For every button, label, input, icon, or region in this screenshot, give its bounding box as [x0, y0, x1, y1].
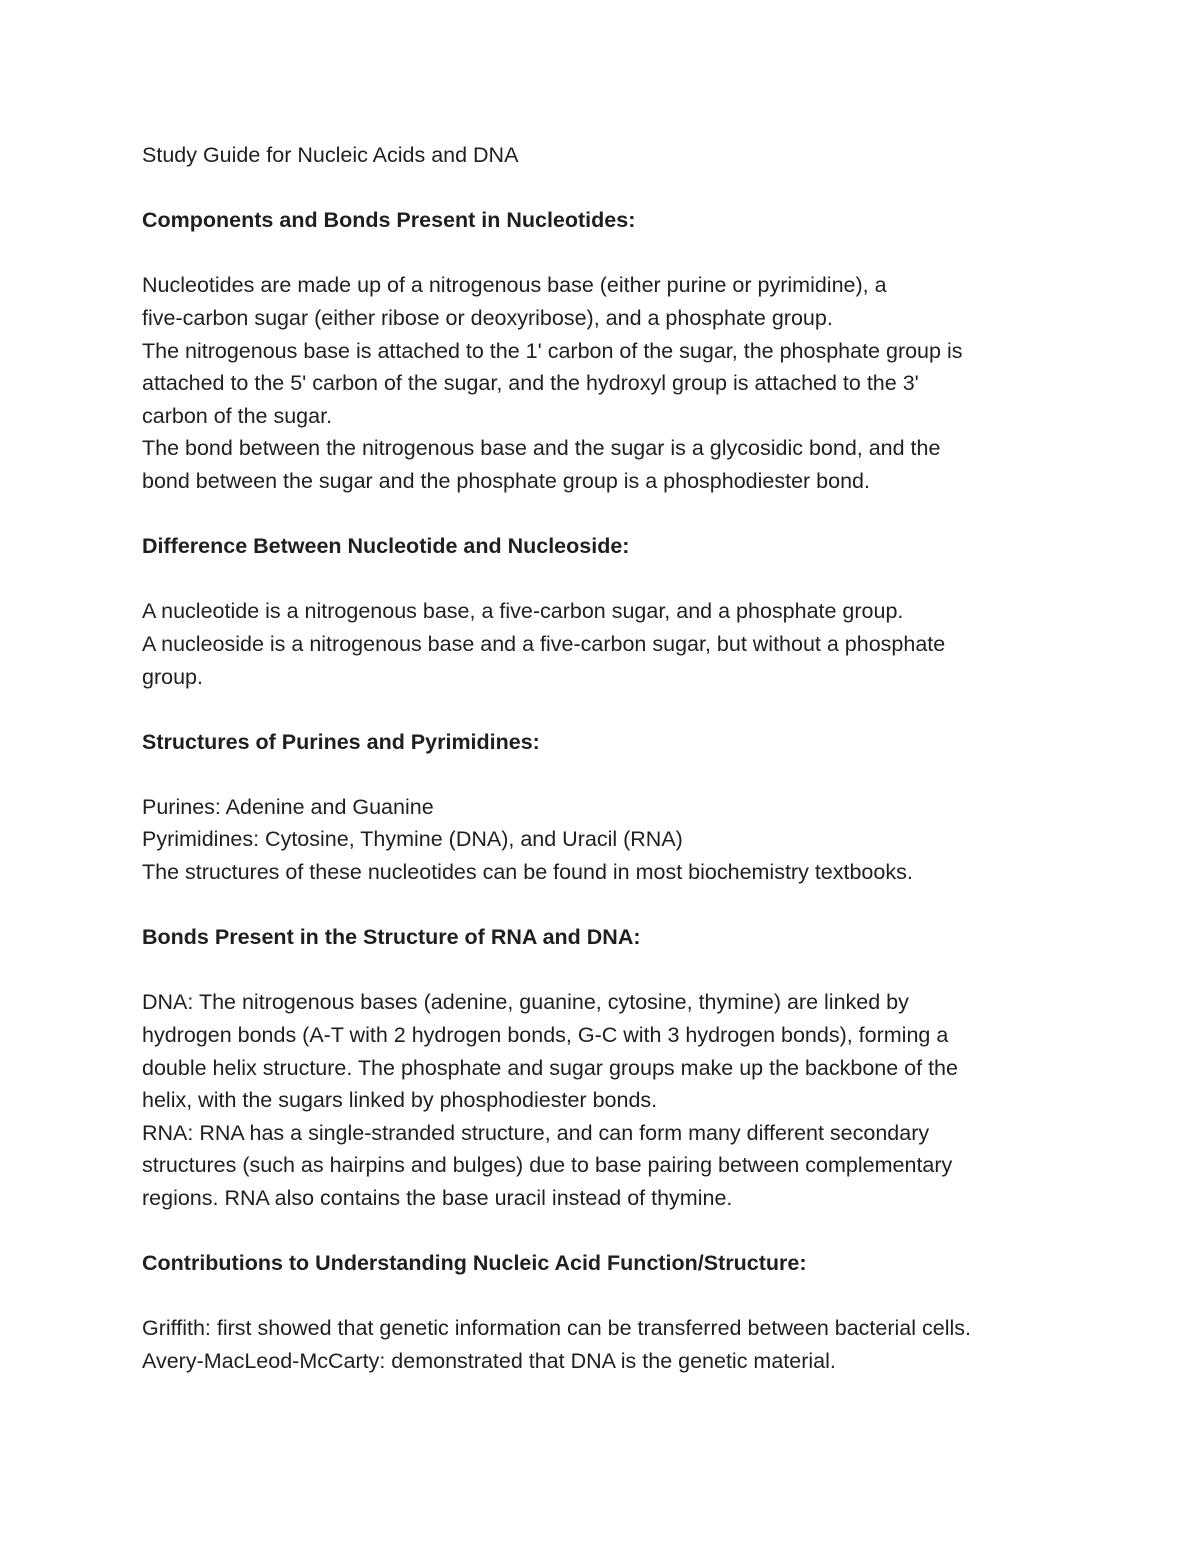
section-heading-purines-pyrimidines: Structures of Purines and Pyrimidines: [142, 729, 540, 754]
paragraph-line: regions. RNA also contains the base uracil instead of thymine. [142, 1186, 733, 1210]
spacer [142, 563, 1082, 596]
section-heading-nucleotide-vs-nucleoside: Difference Between Nucleotide and Nucleoside: [142, 534, 630, 559]
document-title: Study Guide for Nucleic Acids and DNA [142, 143, 519, 167]
paragraph-line: structures (such as hairpins and bulges) due to base pairing between complementary [142, 1153, 953, 1178]
spacer [142, 693, 1082, 726]
paragraph-line: The nitrogenous base is attached to the 1' carbon of the sugar, the phosphate group is [142, 338, 963, 363]
spacer [142, 954, 1082, 987]
paragraph-line: Purines: Adenine and Guanine [142, 794, 434, 819]
paragraph-line: five-carbon sugar (either ribose or deoxyribose), and a phosphate group. [142, 305, 833, 330]
paragraph-line: The bond between the nitrogenous base and the sugar is a glycosidic bond, and the [142, 436, 941, 461]
spacer [142, 1215, 1082, 1248]
paragraph-line: Avery-MacLeod-McCarty: demonstrated that DNA is the genetic material. [142, 1348, 836, 1373]
paragraph-line: attached to the 5' carbon of the sugar, and the hydroxyl group is attached to the 3' [142, 371, 919, 396]
spacer [142, 237, 1082, 270]
paragraph-line: RNA: RNA has a single-stranded structure, and can form many different secondary [142, 1120, 930, 1145]
spacer [142, 1280, 1082, 1313]
spacer [142, 758, 1082, 791]
paragraph-line: A nucleotide is a nitrogenous base, a five-carbon sugar, and a phosphate group. [142, 599, 904, 624]
paragraph-line: double helix structure. The phosphate and sugar groups make up the backbone of the [142, 1055, 958, 1080]
spacer [142, 498, 1082, 531]
paragraph-line: A nucleoside is a nitrogenous base and a five-carbon sugar, but without a phosphate [142, 631, 946, 656]
paragraph-line: bond between the sugar and the phosphate group is a phosphodiester bond. [142, 468, 870, 493]
spacer [142, 172, 1082, 205]
spacer [142, 889, 1082, 922]
paragraph-line: hydrogen bonds (A-T with 2 hydrogen bonds, G-C with 3 hydrogen bonds), forming a [142, 1023, 949, 1048]
paragraph-line: helix, with the sugars linked by phosphodiester bonds. [142, 1088, 658, 1113]
paragraph-line: The structures of these nucleotides can be found in most biochemistry textbooks. [142, 860, 913, 885]
paragraph-line: Nucleotides are made up of a nitrogenous base (either purine or pyrimidine), a [142, 273, 887, 298]
paragraph-line: group. [142, 664, 203, 689]
paragraph-line: DNA: The nitrogenous bases (adenine, guanine, cytosine, thymine) are linked by [142, 990, 909, 1015]
paragraph-line: Pyrimidines: Cytosine, Thymine (DNA), and Uracil (RNA) [142, 827, 683, 852]
paragraph-line: Griffith: first showed that genetic information can be transferred between bacterial cells. [142, 1316, 971, 1341]
paragraph-line: carbon of the sugar. [142, 403, 333, 428]
document-page [142, 139, 1082, 1378]
section-heading-components-bonds: Components and Bonds Present in Nucleotides: [142, 208, 636, 233]
section-heading-rna-dna-bonds: Bonds Present in the Structure of RNA and DNA: [142, 925, 641, 950]
section-heading-contributions: Contributions to Understanding Nucleic Acid Function/Structure: [142, 1251, 807, 1276]
